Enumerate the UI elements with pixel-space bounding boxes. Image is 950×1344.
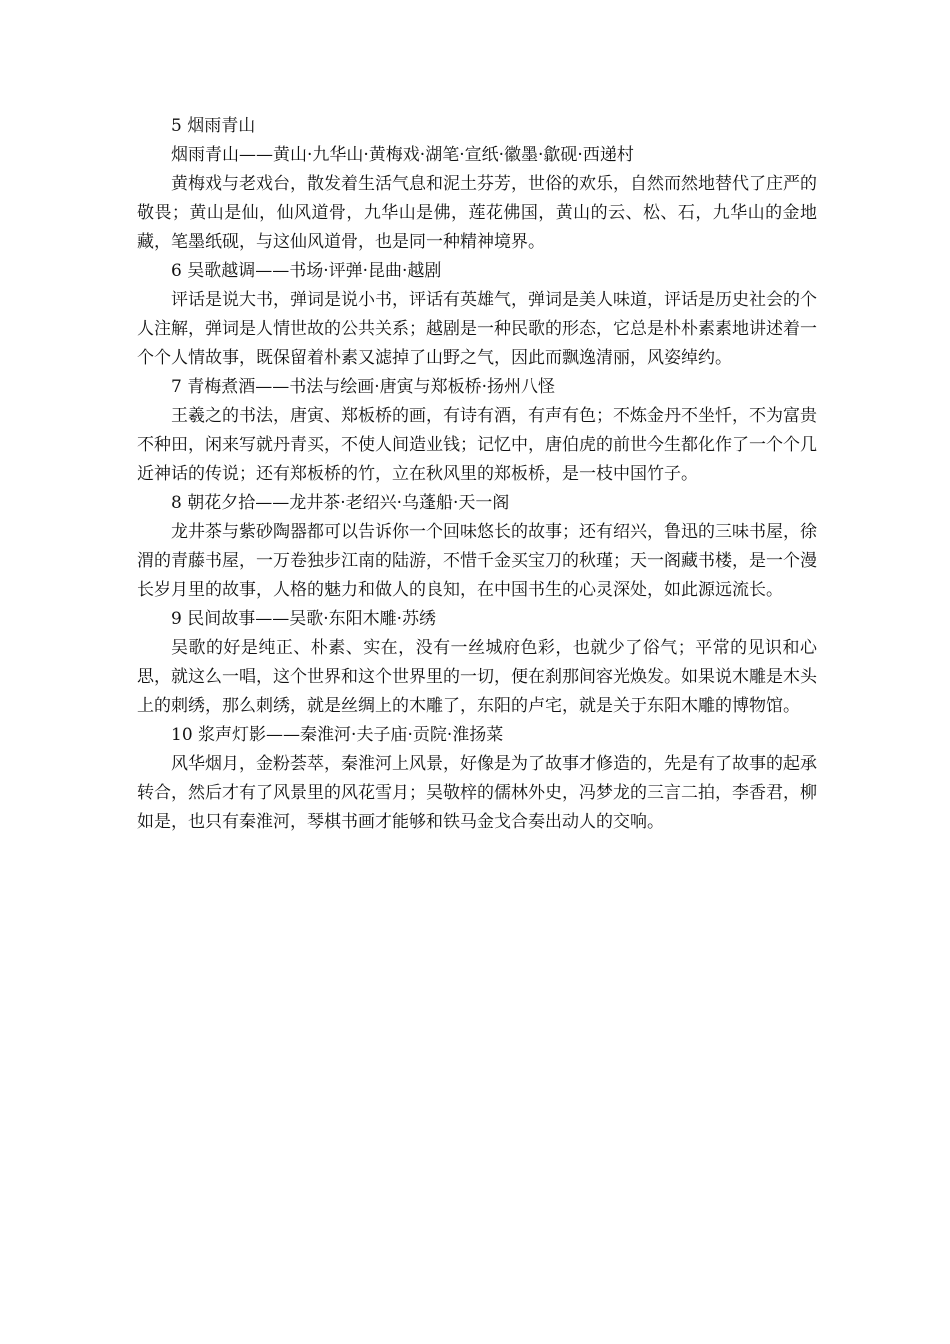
section-paragraph: 黄梅戏与老戏台，散发着生活气息和泥土芬芳，世俗的欢乐，自然而然地替代了庄严的敬畏；黄山是仙，仙风道骨，九华山是佛，莲花佛国，黄山的云、松、石，九华山的金地藏，笔墨纸砚，与这仙风道骨，也是同一种精神境界。 — [137, 174, 817, 252]
section-heading: 10 浆声灯影——秦淮河·夫子庙·贡院·淮扬菜 — [171, 725, 504, 745]
section-paragraph: 王羲之的书法，唐寅、郑板桥的画，有诗有酒，有声有色；不炼金丹不坐忏，不为富贵不种田，闲来写就丹青买，不使人间造业钱；记忆中，唐伯虎的前世今生都化作了一个个几近神话的传说；还有郑板桥的竹，立在秋风里的郑板桥，是一枝中国竹子。 — [137, 406, 817, 484]
document-page — [137, 112, 817, 837]
section-heading: 5 烟雨青山 — [171, 116, 256, 136]
section-paragraph: 风华烟月，金粉荟萃，秦淮河上风景，好像是为了故事才修造的，先是有了故事的起承转合，然后才有了风景里的风花雪月；吴敬梓的儒林外史，冯梦龙的三言二拍，李香君，柳如是，也只有秦淮河，琴棋书画才能够和铁马金戈合奏出动人的交响。 — [137, 754, 817, 832]
section-paragraph: 评话是说大书，弹词是说小书，评话有英雄气，弹词是美人味道，评话是历史社会的个人注解，弹词是人情世故的公共关系；越剧是一种民歌的形态，它总是朴朴素素地讲述着一个个人情故事，既保留着朴素又滤掉了山野之气，因此而飘逸清丽，风姿绰约。 — [137, 290, 817, 368]
section-heading: 6 吴歌越调——书场·评弹·昆曲·越剧 — [171, 261, 442, 281]
section-heading: 9 民间故事——吴歌·东阳木雕·苏绣 — [171, 609, 437, 629]
section-paragraph: 吴歌的好是纯正、朴素、实在，没有一丝城府色彩，也就少了俗气；平常的见识和心思，就这么一唱，这个世界和这个世界里的一切，便在刹那间容光焕发。如果说木雕是木头上的刺绣，那么刺绣，就是丝绸上的木雕了，东阳的卢宅，就是关于东阳木雕的博物馆。 — [137, 638, 817, 716]
section-heading: 8 朝花夕拾——龙井茶·老绍兴·乌蓬船·天一阁 — [171, 493, 510, 513]
section-paragraph: 龙井茶与紫砂陶器都可以告诉你一个回味悠长的故事；还有绍兴，鲁迅的三味书屋，徐渭的青藤书屋，一万卷独步江南的陆游，不惜千金买宝刀的秋瑾；天一阁藏书楼，是一个漫长岁月里的故事，人格的魅力和做人的良知，在中国书生的心灵深处，如此源远流长。 — [137, 522, 817, 600]
section-subheading: 烟雨青山——黄山·九华山·黄梅戏·湖笔·宣纸·徽墨·歙砚·西递村 — [171, 145, 634, 165]
section-heading: 7 青梅煮酒——书法与绘画·唐寅与郑板桥·扬州八怪 — [171, 377, 556, 397]
